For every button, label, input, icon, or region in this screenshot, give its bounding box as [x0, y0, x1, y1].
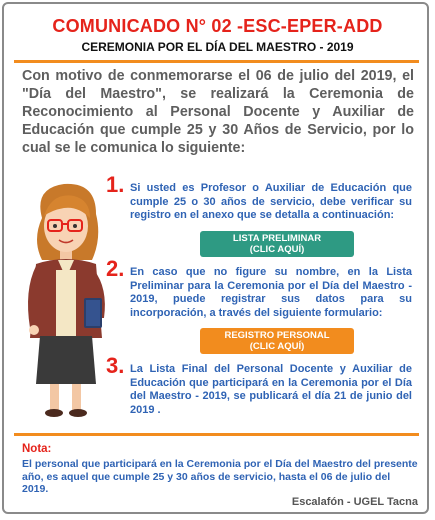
page-subtitle: CEREMONIA POR EL DÍA DEL MAESTRO - 2019 — [81, 40, 354, 54]
teacher-illustration — [12, 178, 125, 420]
registro-personal-button[interactable] — [200, 328, 354, 354]
item-text: En caso que no figure su nombre, en la Lista Preliminar para la Ceremonia por el Día del Maestro - 2019, puede registrar sus datos para su incorporación, a través del siguiente formulario: — [130, 266, 412, 319]
note-title: Nota: — [22, 443, 52, 455]
item-number: 2. — [106, 256, 125, 281]
button-sublabel: (CLIC AQUÍ) — [249, 341, 305, 352]
signature: Escalafón - UGEL Tacna — [291, 496, 418, 508]
button-sublabel: (CLIC AQUÍ) — [249, 244, 305, 255]
item-text: Si usted es Profesor o Auxiliar de Educación que cumple 25 o 30 años de servicio, debe verificar su registro en el anexo que se detalla a continuación: — [130, 182, 412, 222]
item-number: 3. — [106, 353, 125, 378]
note-text: El personal que participará en la Ceremonia por el Día del Maestro del presente año, es aquel que cumple 25 y 30 años de servicio, hasta el 06 de julio del 2019. — [22, 458, 418, 496]
page-title: COMUNICADO N° 02 -ESC-EPER-ADD — [52, 16, 383, 36]
divider-bottom — [14, 433, 419, 436]
divider-top — [14, 60, 419, 63]
lista-preliminar-button[interactable] — [200, 231, 354, 257]
button-label: LISTA PRELIMINAR — [232, 233, 322, 244]
item-number: 1. — [106, 172, 125, 197]
item-text: La Lista Final del Personal Docente y Auxiliar de Educación que participará en la Ceremonia por el Día del Maestro - 2019, se publicará el día 21 de junio del 2019 . — [130, 363, 412, 416]
intro-paragraph: Con motivo de conmemorarse el 06 de julio del 2019, el "Día del Maestro", se realizará la Ceremonia de Reconocimiento al Personal Docente y Auxiliar de Educación que cumple 25 y 30 Años de Servicio, por lo cual se le comunica lo siguiente: — [22, 68, 414, 156]
button-label: REGISTRO PERSONAL — [224, 330, 330, 341]
